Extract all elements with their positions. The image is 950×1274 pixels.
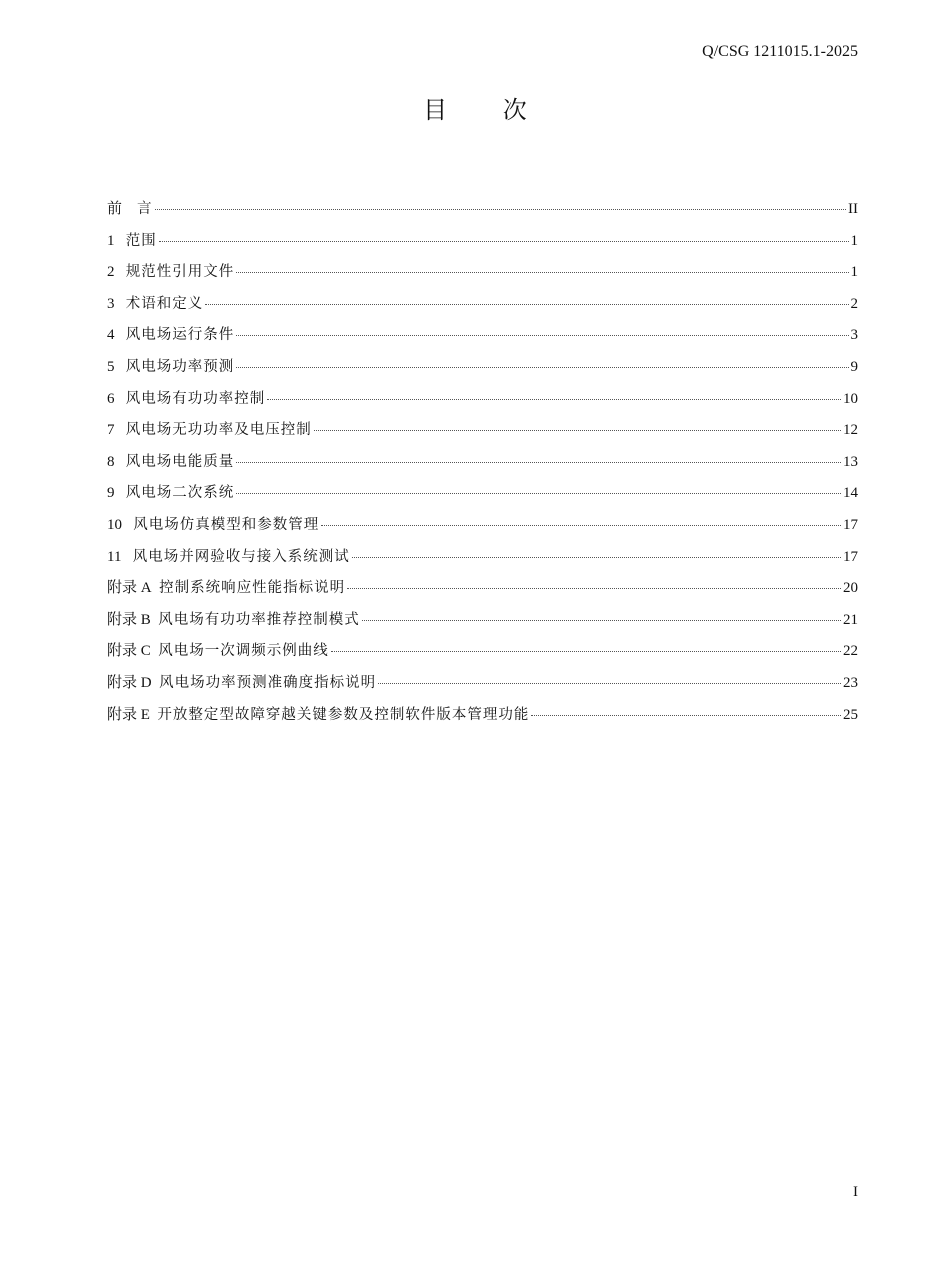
dot-leader	[352, 557, 841, 558]
toc-entry-gap	[115, 391, 126, 408]
toc-entry-gap	[122, 201, 137, 218]
toc-entry-number: 附录 C	[107, 643, 151, 660]
toc-entry-title: 风电场无功功率及电压控制	[125, 422, 312, 439]
toc-entry-title: 风电场有功功率控制	[125, 390, 266, 407]
toc-entry-page: 12	[843, 422, 858, 439]
toc-entry-gap	[151, 643, 159, 660]
toc-entry-page: 1	[850, 264, 858, 281]
toc-entry-page: 9	[850, 358, 858, 375]
dot-leader	[236, 367, 848, 368]
toc-entry-gap	[115, 296, 126, 313]
toc-entry-title: 风电场有功功率推荐控制模式	[158, 611, 360, 628]
toc-entry-number: 4	[107, 327, 115, 344]
toc-entry[interactable]	[107, 323, 858, 355]
toc-entry-title: 术语和定义	[125, 295, 204, 312]
toc-entry-title: 言	[137, 201, 153, 217]
toc-entry-title: 风电场二次系统	[125, 485, 235, 502]
toc-entry-number: 9	[107, 485, 115, 502]
toc-entry-number: 附录 B	[107, 611, 151, 628]
toc-entry-gap	[152, 580, 160, 597]
toc-entry-title: 风电场功率预测	[125, 358, 235, 375]
dot-leader	[314, 430, 841, 431]
toc-entry[interactable]	[107, 481, 858, 513]
dot-leader	[159, 241, 849, 242]
toc-entry-gap	[115, 264, 126, 281]
toc-entry-number: 6	[107, 390, 115, 407]
toc-entry-title: 风电场并网验收与接入系统测试	[132, 548, 350, 565]
toc-entry[interactable]	[107, 545, 858, 577]
toc-entry[interactable]	[107, 229, 858, 261]
dot-leader	[362, 620, 841, 621]
toc-entry-page: 17	[843, 516, 858, 533]
toc-entry-title: 风电场功率预测准确度指标说明	[159, 674, 377, 691]
toc-entry-number: 1	[107, 232, 115, 249]
toc-entry[interactable]	[107, 671, 858, 703]
toc-entry-gap	[115, 327, 126, 344]
toc-entry-page: 3	[850, 327, 858, 344]
toc-entry[interactable]	[107, 292, 858, 324]
toc-entry-gap	[115, 454, 126, 471]
toc-entry-number: 附录 A	[107, 580, 152, 597]
toc-entry[interactable]	[107, 260, 858, 292]
table-of-contents	[107, 197, 858, 734]
toc-entry-title: 风电场运行条件	[125, 327, 235, 344]
toc-entry[interactable]	[107, 513, 858, 545]
page-number: I	[853, 1184, 858, 1200]
toc-entry-gap	[151, 612, 159, 629]
toc-entry-page: 2	[850, 295, 858, 312]
toc-entry-title: 风电场仿真模型和参数管理	[133, 516, 320, 533]
toc-entry-gap	[115, 359, 126, 376]
dot-leader	[347, 588, 841, 589]
toc-entry-page: 1	[850, 232, 858, 249]
toc-entry-page: 17	[843, 548, 858, 565]
document-code: Q/CSG 1211015.1-2025	[702, 43, 858, 60]
toc-entry[interactable]	[107, 387, 858, 419]
dot-leader	[378, 683, 841, 684]
toc-entry[interactable]	[107, 703, 858, 735]
toc-entry[interactable]	[107, 576, 858, 608]
toc-entry-number: 附录 E	[107, 706, 150, 723]
dot-leader	[236, 272, 848, 273]
dot-leader	[236, 335, 848, 336]
toc-entry-number: 7	[107, 422, 115, 439]
toc-entry-gap	[115, 422, 126, 439]
toc-entry-number: 8	[107, 453, 115, 470]
toc-entry[interactable]	[107, 197, 858, 229]
dot-leader	[155, 209, 846, 210]
toc-entry[interactable]	[107, 418, 858, 450]
toc-entry-title: 风电场电能质量	[125, 453, 235, 470]
toc-entry-page: 20	[843, 580, 858, 597]
toc-entry-title: 开放整定型故障穿越关键参数及控制软件版本管理功能	[157, 706, 530, 723]
dot-leader	[267, 399, 841, 400]
toc-entry[interactable]	[107, 355, 858, 387]
toc-entry-gap	[115, 233, 126, 250]
dot-leader	[236, 493, 841, 494]
toc-entry-gap	[150, 707, 158, 724]
toc-entry-number: 3	[107, 295, 115, 312]
toc-entry-page: 14	[843, 485, 858, 502]
toc-entry-title: 规范性引用文件	[125, 264, 235, 281]
dot-leader	[331, 651, 841, 652]
toc-entry[interactable]	[107, 639, 858, 671]
toc-entry-page: II	[848, 201, 858, 217]
toc-entry-title: 风电场一次调频示例曲线	[158, 643, 329, 660]
toc-entry-number: 2	[107, 264, 115, 281]
toc-entry-number: 附录 D	[107, 674, 152, 691]
toc-entry[interactable]	[107, 450, 858, 482]
toc-entry-page: 25	[843, 706, 858, 723]
toc-entry-page: 22	[843, 643, 858, 660]
dot-leader	[236, 462, 841, 463]
toc-entry-number: 前	[107, 201, 123, 217]
toc-entry-page: 23	[843, 674, 858, 691]
toc-entry-page: 13	[843, 453, 858, 470]
toc-entry-gap	[115, 485, 126, 502]
toc-entry-gap	[121, 549, 132, 566]
dot-leader	[321, 525, 841, 526]
toc-entry-number: 5	[107, 358, 115, 375]
toc-entry-title: 控制系统响应性能指标说明	[159, 580, 346, 597]
page-title: 目 次	[423, 96, 551, 124]
toc-entry-number: 11	[107, 548, 122, 565]
dot-leader	[531, 715, 841, 716]
toc-entry-gap	[152, 675, 160, 692]
dot-leader	[205, 304, 848, 305]
toc-entry-number: 10	[107, 516, 122, 533]
toc-entry-page: 21	[843, 611, 858, 628]
toc-entry-title: 范围	[125, 232, 157, 249]
toc-entry[interactable]	[107, 608, 858, 640]
toc-entry-gap	[122, 517, 133, 534]
toc-entry-page: 10	[843, 390, 858, 407]
